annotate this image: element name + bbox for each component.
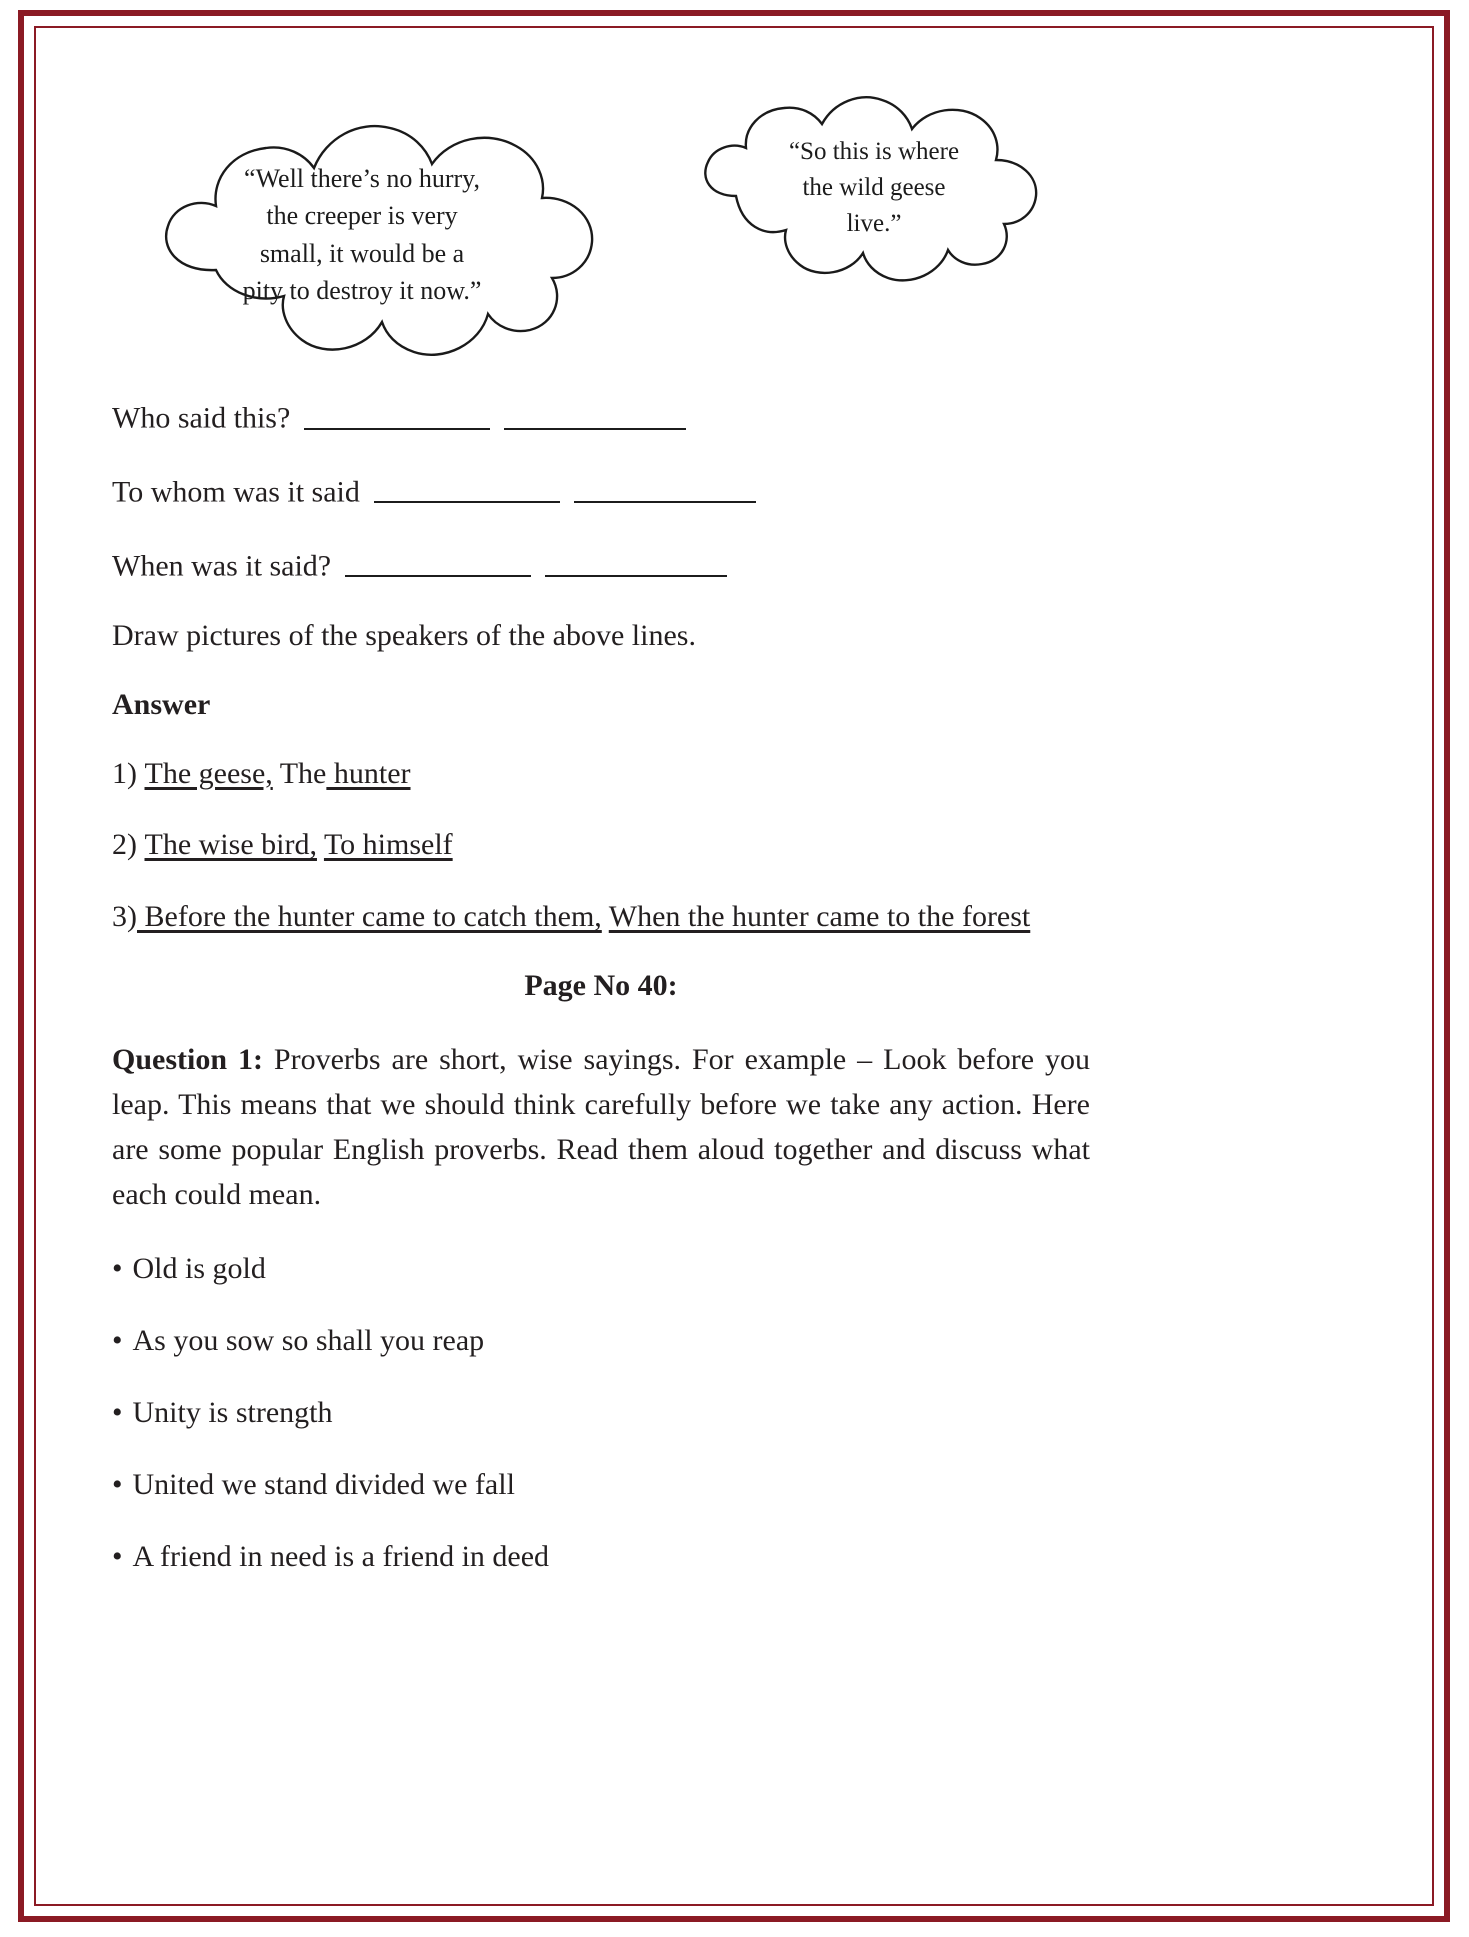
answer-part-plain [317, 828, 324, 861]
question-one-number: Question 1: [112, 1043, 263, 1077]
bullet-icon: • [112, 1468, 123, 1502]
question-label: To whom was it said [112, 475, 360, 509]
proverb-text: United we stand divided we fall [132, 1468, 515, 1502]
answer-blank-2[interactable] [504, 396, 686, 430]
question-who-said-this [112, 396, 1090, 436]
answer-item-1 [112, 752, 1090, 796]
proverb-text: Old is gold [132, 1252, 266, 1286]
question-to-whom-was-it-said [112, 470, 1090, 510]
answer-blank-1[interactable] [345, 544, 531, 578]
cloud-left-line-1: “Well there’s no hurry, [244, 164, 480, 193]
proverb-text: As you sow so shall you reap [132, 1324, 485, 1358]
proverb-item-2 [112, 1323, 1090, 1359]
answer-heading: Answer [112, 687, 211, 721]
bullet-icon: • [112, 1540, 123, 1574]
cloud-right-line-1: “So this is where [788, 138, 960, 165]
proverb-text: A friend in need is a friend in deed [132, 1540, 550, 1574]
proverb-text: Unity is strength [132, 1396, 333, 1430]
answer-part-underlined-b: When the hunter came to the forest [608, 900, 1031, 934]
answer-part-plain: The [272, 756, 327, 790]
cloud-right-line-3: live.” [846, 210, 902, 237]
cloud-left-line-2: the creeper is very [266, 201, 458, 231]
cloud-left-line-3: small, it would be a [259, 238, 465, 268]
bullet-icon: • [112, 1252, 123, 1286]
proverb-item-3 [112, 1395, 1090, 1431]
answer-number: 1) [112, 756, 137, 790]
answer-part-underlined-b: To himself [323, 828, 453, 862]
question-label: Who said this? [112, 401, 291, 435]
answer-number: 3) [112, 900, 137, 934]
answer-blank-1[interactable] [374, 470, 560, 504]
thought-clouds-row [112, 96, 1090, 396]
answer-part-underlined-b: hunter [326, 756, 411, 790]
answer-blank-2[interactable] [545, 544, 727, 578]
proverb-item-1 [112, 1251, 1090, 1287]
answer-item-2 [112, 823, 1090, 867]
cloud-left-text [206, 160, 518, 310]
answer-number: 2) [112, 828, 137, 862]
draw-pictures-instruction: Draw pictures of the speakers of the above lines. [112, 618, 696, 652]
cloud-left-line-4: pity to destroy it now.” [242, 276, 482, 306]
answer-part-underlined-a: The geese, [144, 756, 273, 790]
bullet-icon: • [112, 1324, 123, 1358]
cloud-right-text [760, 134, 988, 242]
answer-part-underlined-a: Before the hunter came to catch them, [137, 900, 602, 934]
answer-part-plain [602, 900, 609, 933]
page-number-heading: Page No 40: [524, 969, 678, 1003]
proverb-item-4 [112, 1467, 1090, 1503]
question-label: When was it said? [112, 549, 332, 583]
worksheet-content [112, 96, 1090, 1611]
question-one-paragraph [112, 1037, 1090, 1217]
question-when-was-it-said [112, 544, 1090, 584]
question-one-body: Proverbs are short, wise sayings. For example – Look before you leap. This means that we should think carefully before we take any action. Here are some popular English proverbs. Read them aloud together and discuss what each could mean. [112, 1043, 1090, 1212]
answer-blank-2[interactable] [574, 470, 756, 504]
cloud-bubble-left [120, 100, 620, 390]
answer-blank-1[interactable] [304, 396, 490, 430]
proverb-item-5 [112, 1539, 1090, 1575]
cloud-bubble-right [692, 92, 1062, 302]
answer-part-underlined-a: The wise bird, [144, 828, 317, 862]
answer-item-3 [112, 895, 1090, 939]
bullet-icon: • [112, 1396, 123, 1430]
cloud-right-line-2: the wild geese [802, 174, 946, 201]
